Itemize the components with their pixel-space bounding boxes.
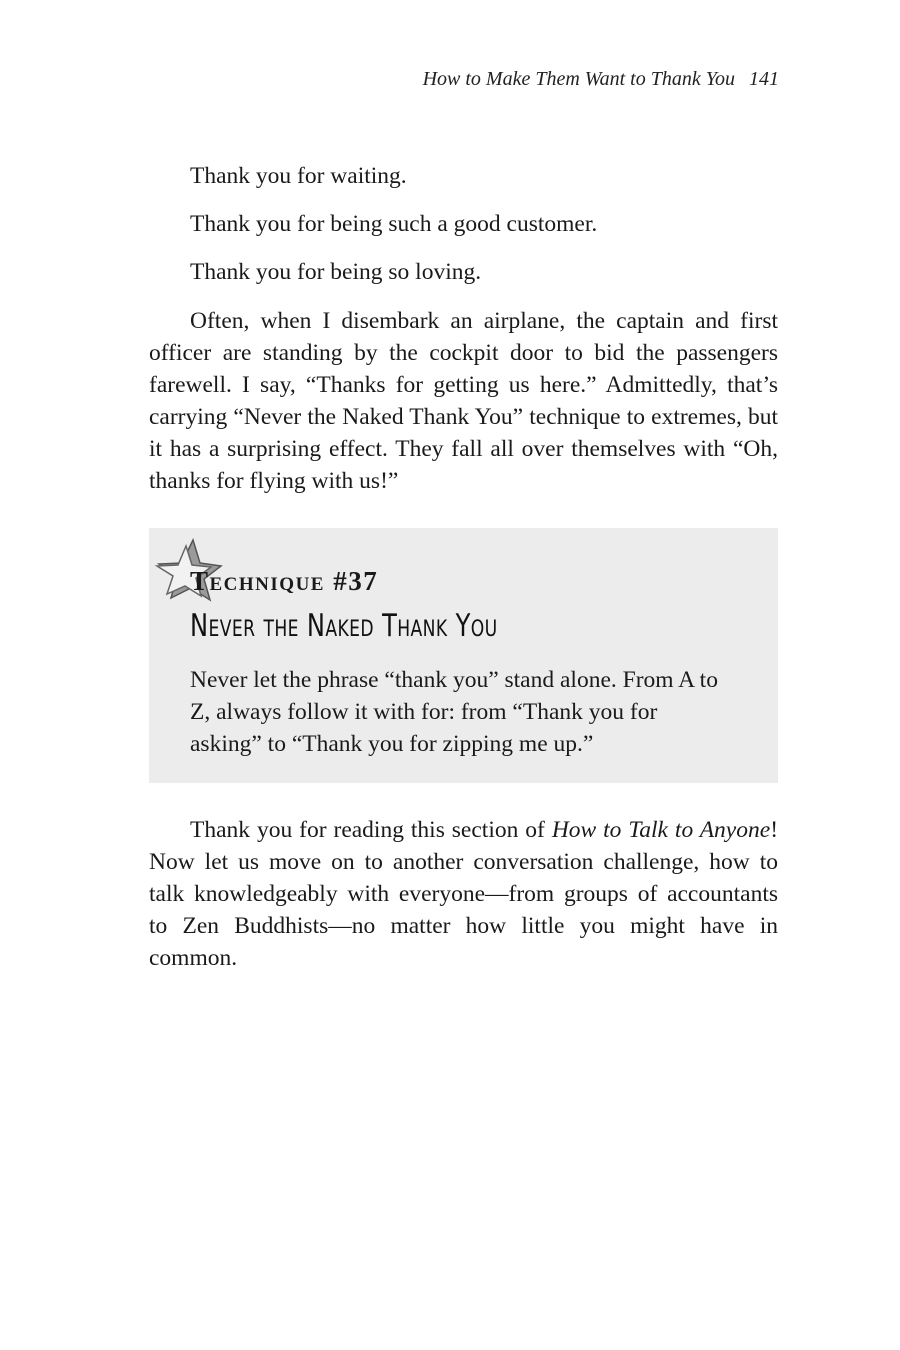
thank-you-line: Thank you for being so loving. <box>190 259 482 285</box>
running-head <box>423 68 779 91</box>
airplane-paragraph: Often, when I disembark an airplane, the captain and first officer are standing by the cockpit door to bid the passengers farewell. I say, “Thanks for getting us here.” Admittedly, that’s carrying “Never the Naked Thank You” technique to extremes, but it has a surprising effect. They fall all over themselves with “Oh, thanks for flying with us!” <box>149 308 778 494</box>
technique-box <box>149 528 778 783</box>
running-title: How to Make Them Want to Thank You <box>422 68 735 90</box>
closing-text-end: ! Now let us move on to another conversation challenge, how to talk knowledgeably with everyone—from groups of accountants to Zen Buddhists—no matter how little you might have in common. <box>149 817 779 971</box>
thank-you-line: Thank you for waiting. <box>190 163 407 189</box>
technique-title: Never the Naked Thank You <box>190 608 498 644</box>
book-title: How to Talk to Anyone <box>551 817 771 843</box>
closing-text-start: Thank you for reading this section of <box>190 817 552 843</box>
technique-body: Never let the phrase “thank you” stand alone. From A to Z, always follow it with for: from “Thank you for asking” to “Thank you for zipping me up.” <box>190 667 718 757</box>
closing-paragraph <box>149 814 778 974</box>
technique-label: Technique #37 <box>190 566 379 596</box>
page-number: 141 <box>749 68 779 90</box>
thank-you-line: Thank you for being such a good customer. <box>190 211 598 237</box>
